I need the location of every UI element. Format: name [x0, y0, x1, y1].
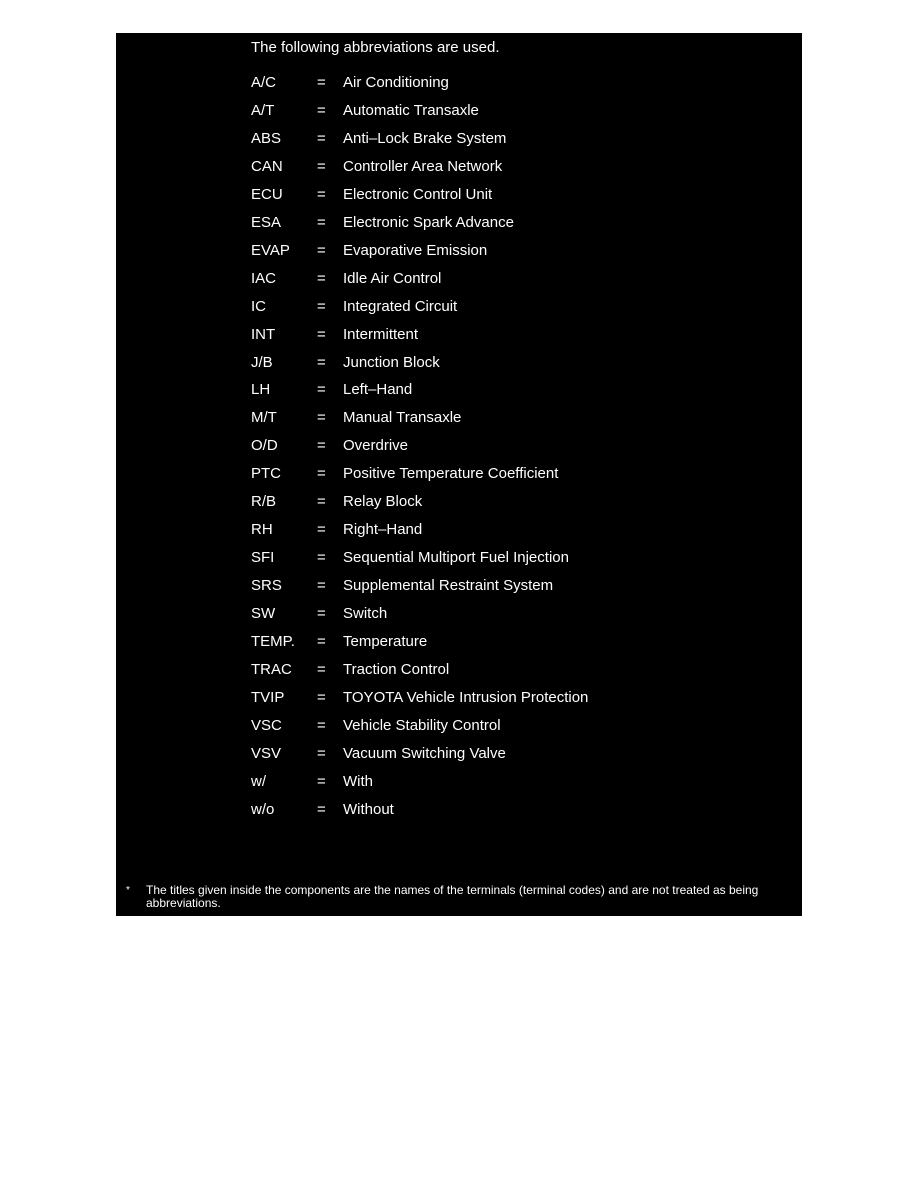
equals-sign: =: [317, 493, 326, 511]
equals-sign: =: [317, 605, 326, 623]
abbreviation-term: VSC: [251, 716, 282, 734]
footnote: [126, 884, 796, 909]
abbreviation-row: [251, 688, 588, 716]
abbreviation-row: [251, 297, 588, 325]
equals-sign: =: [317, 185, 326, 203]
abbreviation-definition: Controller Area Network: [343, 157, 503, 175]
abbreviation-row: [251, 492, 588, 520]
abbreviation-definition: Without: [343, 800, 394, 818]
abbreviation-row: [251, 157, 588, 185]
abbreviation-row: [251, 213, 588, 241]
abbreviation-definition: Relay Block: [343, 493, 423, 511]
abbreviation-term: IAC: [251, 269, 277, 287]
abbreviation-row: [251, 269, 588, 297]
abbreviation-row: [251, 744, 588, 772]
abbreviation-definition: TOYOTA Vehicle Intrusion Protection: [343, 688, 589, 706]
equals-sign: =: [317, 661, 326, 679]
abbreviation-row: [251, 800, 588, 828]
abbreviation-definition: Left–Hand: [343, 381, 413, 399]
abbreviation-definition: Air Conditioning: [343, 74, 449, 91]
equals-sign: =: [317, 716, 326, 734]
abbreviation-term: LH: [251, 381, 271, 399]
abbreviation-row: [251, 241, 588, 269]
abbreviation-row: [251, 129, 588, 157]
abbreviation-row: [251, 576, 588, 604]
abbreviation-definition: Sequential Multiport Fuel Injection: [343, 549, 569, 567]
abbreviation-definition: Vacuum Switching Valve: [343, 744, 506, 762]
equals-sign: =: [317, 241, 326, 259]
equals-sign: =: [317, 633, 326, 651]
abbreviation-row: [251, 73, 588, 101]
abbreviation-term: TEMP.: [251, 633, 295, 651]
abbreviation-definition: With: [343, 772, 373, 790]
equals-sign: =: [317, 269, 326, 287]
abbreviation-definition: Right–Hand: [343, 521, 423, 539]
equals-sign: =: [317, 521, 326, 539]
abbreviation-term: R/B: [251, 493, 277, 511]
abbreviation-definition: Electronic Control Unit: [343, 185, 493, 203]
abbreviation-term: INT: [251, 325, 276, 343]
abbreviation-row: [251, 772, 588, 800]
abbreviation-definition: Traction Control: [343, 661, 450, 679]
abbreviation-row: [251, 464, 588, 492]
abbreviation-definition: Integrated Circuit: [343, 297, 458, 315]
abbreviation-term: RH: [251, 521, 273, 539]
abbreviation-term: J/B: [251, 353, 273, 371]
abbreviation-term: EVAP: [251, 241, 290, 259]
abbreviation-definition: Manual Transaxle: [343, 409, 462, 427]
abbreviation-list: [251, 73, 588, 828]
equals-sign: =: [317, 297, 326, 315]
footnote-asterisk: *: [126, 885, 130, 896]
equals-sign: =: [317, 800, 326, 818]
abbreviation-term: VSV: [251, 744, 282, 762]
abbreviation-definition: Overdrive: [343, 437, 409, 455]
abbreviation-definition: Supplemental Restraint System: [343, 577, 554, 595]
abbreviation-row: [251, 716, 588, 744]
abbreviation-row: [251, 325, 588, 353]
abbreviation-definition: Switch: [343, 605, 388, 623]
abbreviation-term: SFI: [251, 549, 275, 567]
abbreviation-term: IC: [251, 297, 266, 315]
abbreviation-term: SRS: [251, 577, 282, 595]
equals-sign: =: [317, 381, 326, 399]
abbreviation-definition: Electronic Spark Advance: [343, 213, 514, 231]
abbreviation-term: M/T: [251, 409, 277, 427]
abbreviation-definition: Idle Air Control: [343, 269, 442, 287]
equals-sign: =: [317, 74, 326, 91]
abbreviation-definition: Temperature: [343, 633, 428, 651]
abbreviation-term: CAN: [251, 157, 283, 175]
abbreviation-row: [251, 380, 588, 408]
abbreviation-definition: Positive Temperature Coefficient: [343, 465, 559, 483]
abbreviation-row: [251, 604, 588, 632]
equals-sign: =: [317, 213, 326, 231]
abbreviation-term: w/: [251, 772, 266, 790]
abbreviation-row: [251, 436, 588, 464]
equals-sign: =: [317, 744, 326, 762]
abbreviations-panel: [116, 33, 802, 916]
equals-sign: =: [317, 101, 326, 119]
equals-sign: =: [317, 157, 326, 175]
abbreviation-row: [251, 632, 588, 660]
abbreviation-row: [251, 408, 588, 436]
abbreviation-row: [251, 101, 588, 129]
intro-text: The following abbreviations are used.: [251, 39, 500, 56]
abbreviation-term: ABS: [251, 129, 282, 147]
abbreviation-definition: Evaporative Emission: [343, 241, 488, 259]
abbreviation-term: w/o: [251, 800, 275, 818]
abbreviation-term: O/D: [251, 437, 278, 455]
abbreviation-row: [251, 353, 588, 381]
abbreviation-term: ECU: [251, 185, 283, 203]
abbreviation-term: A/C: [251, 74, 277, 91]
abbreviation-term: ESA: [251, 213, 282, 231]
abbreviation-term: PTC: [251, 465, 281, 483]
abbreviation-term: TRAC: [251, 661, 292, 679]
equals-sign: =: [317, 353, 326, 371]
abbreviation-row: [251, 185, 588, 213]
footnote-text: The titles given inside the components are the names of the terminals (terminal codes) and are not treated as being abbreviations.: [146, 883, 759, 910]
equals-sign: =: [317, 577, 326, 595]
abbreviation-term: TVIP: [251, 688, 285, 706]
abbreviation-definition: Intermittent: [343, 325, 419, 343]
equals-sign: =: [317, 437, 326, 455]
abbreviation-term: SW: [251, 605, 276, 623]
abbreviation-row: [251, 548, 588, 576]
abbreviation-definition: Anti–Lock Brake System: [343, 129, 507, 147]
equals-sign: =: [317, 325, 326, 343]
abbreviation-definition: Vehicle Stability Control: [343, 716, 501, 734]
abbreviation-row: [251, 520, 588, 548]
equals-sign: =: [317, 465, 326, 483]
equals-sign: =: [317, 549, 326, 567]
abbreviation-definition: Automatic Transaxle: [343, 101, 479, 119]
equals-sign: =: [317, 688, 326, 706]
abbreviation-term: A/T: [251, 101, 275, 119]
equals-sign: =: [317, 409, 326, 427]
equals-sign: =: [317, 129, 326, 147]
equals-sign: =: [317, 772, 326, 790]
abbreviation-definition: Junction Block: [343, 353, 440, 371]
abbreviation-row: [251, 660, 588, 688]
